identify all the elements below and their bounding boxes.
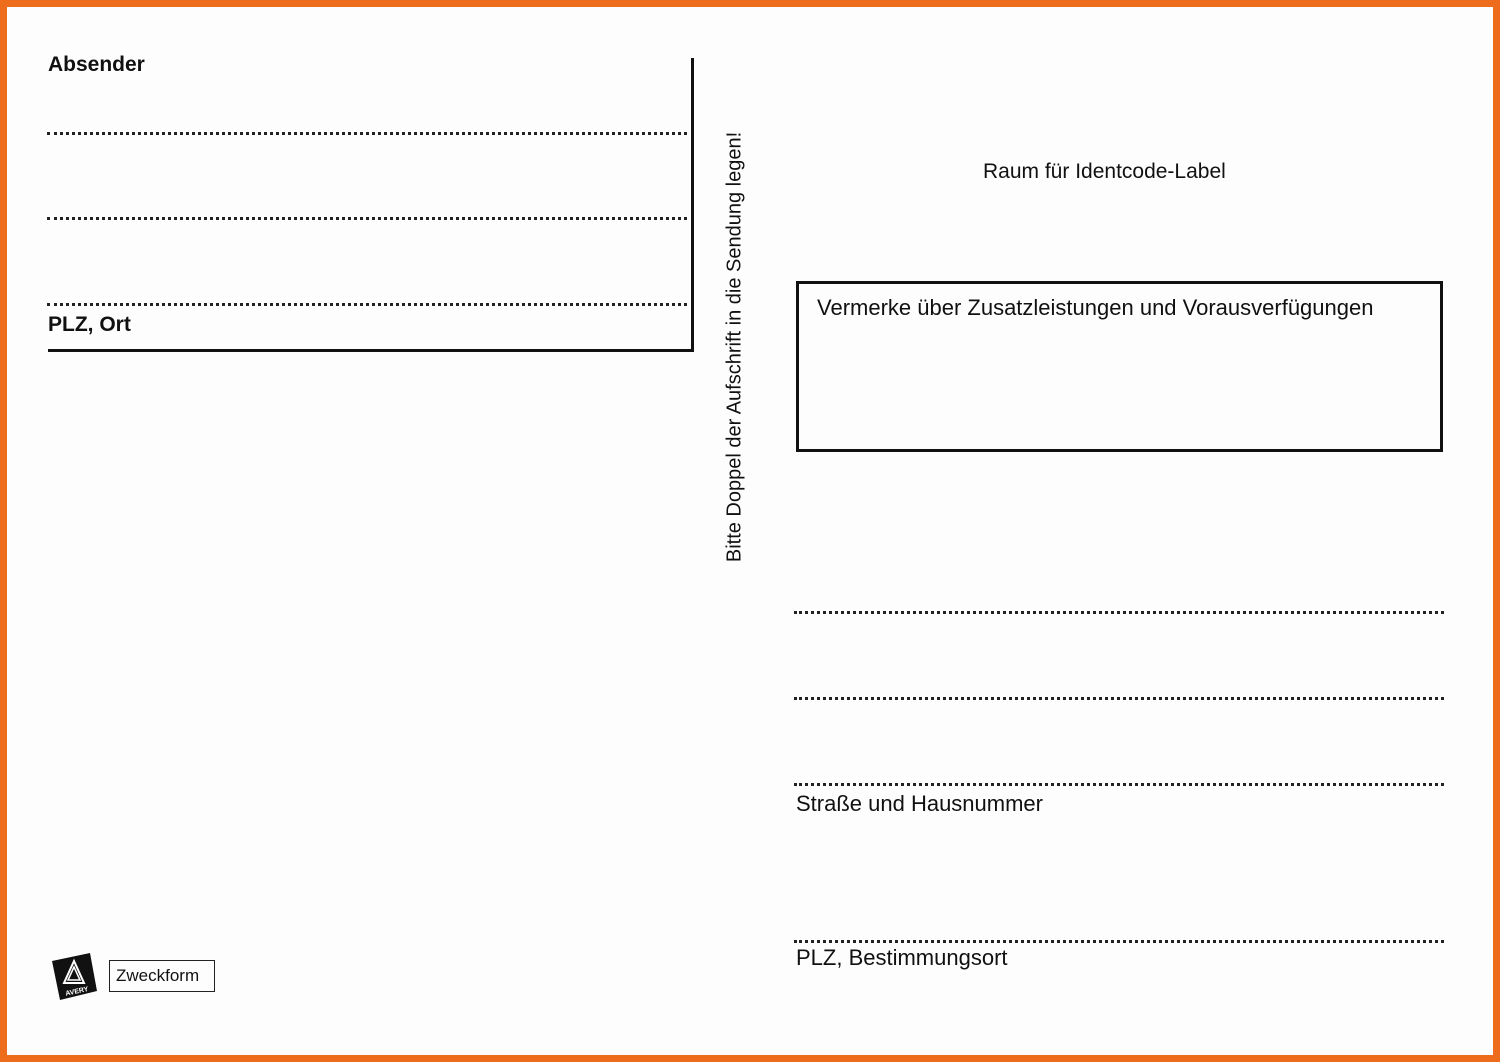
notes-title: Vermerke über Zusatzleistungen und Vorausverfügungen [817,295,1374,320]
destination-label: PLZ, Bestimmungsort [796,945,1008,970]
zweckform-logo [109,960,215,992]
vertical-instruction-text: Bitte Doppel der Aufschrift in die Sendung legen! [723,131,746,563]
recipient-line-3 [794,783,1444,786]
avery-logo [52,953,97,1000]
notes-box [796,281,1443,452]
sender-line-2 [47,217,687,220]
avery-logo-icon [52,953,97,1000]
recipient-line-2 [794,697,1444,700]
recipient-line-1 [794,611,1444,614]
avery-logo-text: AVERY [64,986,90,998]
sender-line-3 [47,303,687,306]
sender-line-1 [47,132,687,135]
sender-frame-right [691,58,694,352]
zweckform-logo-text: Zweckform [116,966,200,985]
sender-title: Absender [48,53,145,76]
sender-plz-label: PLZ, Ort [48,313,131,336]
sender-frame-bottom [48,349,694,352]
street-label: Straße und Hausnummer [796,791,1043,816]
identcode-label: Raum für Identcode-Label [983,160,1226,183]
recipient-line-4 [794,940,1444,943]
